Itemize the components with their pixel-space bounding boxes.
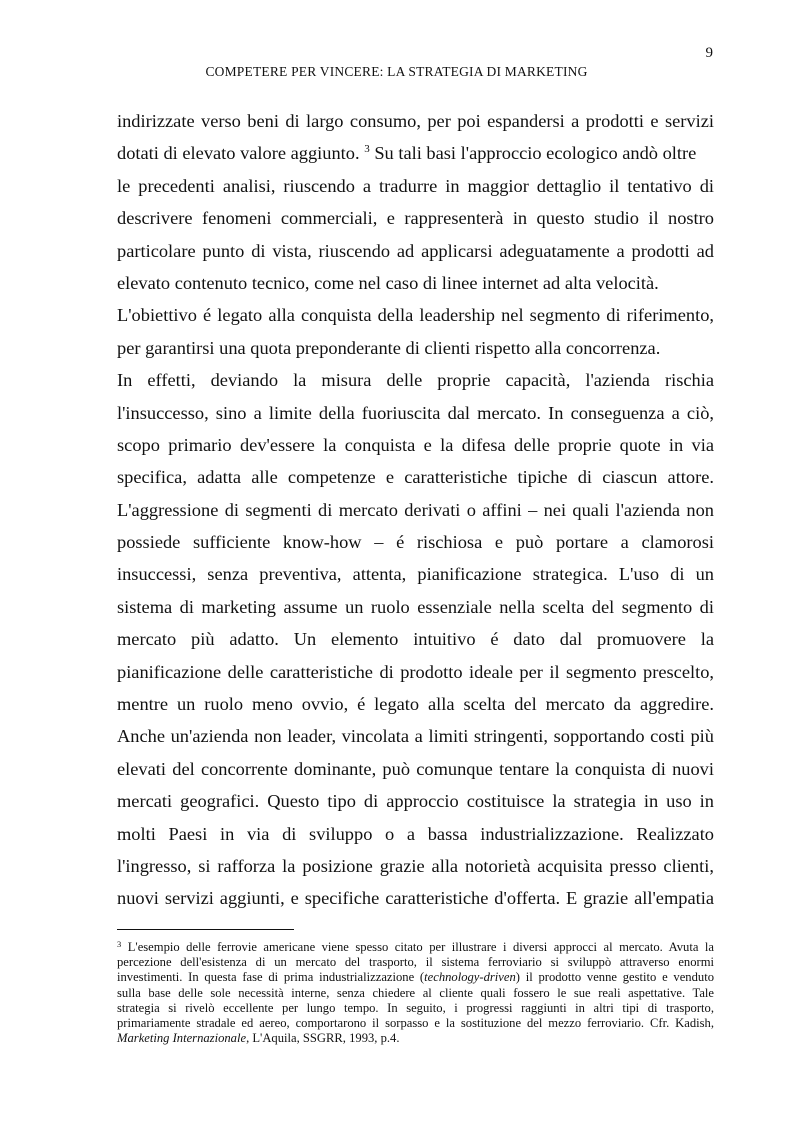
body-line: In effetti, deviando la misura delle proprie capacità, l'azienda rischia bbox=[117, 370, 714, 391]
body-text bbox=[117, 105, 714, 915]
body-line-text: Su tali basi l'approccio ecologico andò oltre bbox=[374, 143, 697, 164]
footnote-mark: 3 bbox=[117, 939, 122, 949]
body-line: indirizzate verso beni di largo consumo, per poi espandersi a prodotti e servizi bbox=[117, 111, 714, 131]
body-line-text: dotati di elevato valore aggiunto. bbox=[117, 143, 360, 164]
body-line: mercati geografici. Questo tipo di approccio costituisce la strategia in uso in bbox=[117, 791, 714, 812]
footnote-line bbox=[117, 970, 714, 985]
body-line: insuccessi, senza preventiva, attenta, pianificazione strategica. L'uso di un bbox=[117, 564, 714, 585]
body-line bbox=[117, 137, 714, 169]
body-line: particolare punto di vista, riuscendo ad applicarsi adeguatamente a prodotti ad bbox=[117, 240, 714, 261]
body-line: descrivere fenomeni commerciali, e rappresenterà in questo studio il nostro bbox=[117, 208, 714, 229]
body-line: le precedenti analisi, riuscendo a tradurre in maggior dettaglio il tentativo di bbox=[117, 175, 714, 196]
body-line: L'aggressione di segmenti di mercato derivati o affini – nei quali l'azienda non bbox=[117, 499, 714, 520]
footnote-separator bbox=[117, 929, 294, 930]
body-line: Anche un'azienda non leader, vincolata a limiti stringenti, sopportando costi più bbox=[117, 726, 714, 747]
footnote-italic-term: technology-driven bbox=[424, 970, 516, 985]
body-line: pianificazione delle caratteristiche di prodotto ideale per il segmento prescelto, bbox=[117, 661, 714, 682]
footnote-line-text: , L'Aquila, SSGRR, 1993, p.4. bbox=[246, 1031, 400, 1046]
running-header: COMPETERE PER VINCERE: LA STRATEGIA DI MARKETING bbox=[205, 64, 588, 79]
body-line: sistema di marketing assume un ruolo essenziale nella scelta del segmento di bbox=[117, 596, 714, 617]
footnote-citation-title: Marketing Internazionale bbox=[117, 1031, 247, 1046]
footnote-line: sulla base delle sole necessità interne, senza chiedere al cliente quali fossero le sue reali aspettative. Tale bbox=[117, 985, 714, 1000]
body-line: l'ingresso, si rafforza la posizione grazie alla notorietà acquisita presso clienti, bbox=[117, 855, 714, 876]
body-line: elevato contenuto tecnico, come nel caso di linee internet ad alta velocità. bbox=[117, 272, 659, 293]
body-line: l'insuccesso, sino a limite della fuoriuscita dal mercato. In conseguenza a ciò, bbox=[117, 402, 714, 423]
body-line: per garantirsi una quota preponderante di clienti rispetto alla concorrenza. bbox=[117, 337, 661, 358]
footnote-line-text: investimenti. In questa fase di prima industrializzazione ( bbox=[117, 970, 425, 985]
body-line: scopo primario dev'essere la conquista e la difesa delle proprie quote in via bbox=[117, 434, 714, 455]
footnote-line bbox=[117, 940, 714, 955]
footnote-line: strategia si rivelò eccellente per lungo tempo. In seguito, i progressi raggiunti in altri tipi di trasporto, bbox=[117, 1000, 714, 1015]
footnote bbox=[117, 940, 714, 1046]
body-line: mercato più adatto. Un elemento intuitivo é dato dal promuovere la bbox=[117, 629, 714, 650]
body-line: elevati del concorrente dominante, può comunque tentare la conquista di nuovi bbox=[117, 758, 714, 779]
footnote-line-text: L'esempio delle ferrovie americane viene spesso citato per illustrare i diversi approcci al mercato. Avuta la bbox=[127, 940, 714, 954]
body-line: nuovi servizi aggiunti, e specifiche caratteristiche d'offerta. E grazie all'empatia bbox=[117, 888, 714, 909]
body-line: specifica, adatta alle competenze e caratteristiche tipiche di ciascun attore. bbox=[117, 467, 714, 488]
page-number: 9 bbox=[705, 45, 713, 61]
footnote-line-text: ) il prodotto venne gestito e venduto bbox=[515, 970, 714, 985]
footnote-reference[interactable]: 3 bbox=[364, 143, 370, 156]
footnote-line bbox=[117, 1031, 714, 1046]
body-line: possiede sufficiente know-how – é rischiosa e può portare a clamorosi bbox=[117, 532, 714, 553]
body-line: L'obiettivo é legato alla conquista della leadership nel segmento di riferimento, bbox=[117, 305, 714, 326]
body-line: mentre un ruolo meno ovvio, é legato alla scelta del mercato da aggredire. bbox=[117, 694, 714, 715]
footnote-line: percezione dell'esistenza di un mercato del trasporto, il sistema ferroviario si sviluppò attraverso enormi bbox=[117, 955, 714, 970]
footnote-line: primariamente stradale ed aereo, comportarono il sorpasso e la sostituzione del mezzo ferroviario. Cfr. Kadish, bbox=[117, 1015, 714, 1030]
body-line: molti Paesi in via di sviluppo o a bassa industrializzazione. Realizzato bbox=[117, 823, 714, 844]
